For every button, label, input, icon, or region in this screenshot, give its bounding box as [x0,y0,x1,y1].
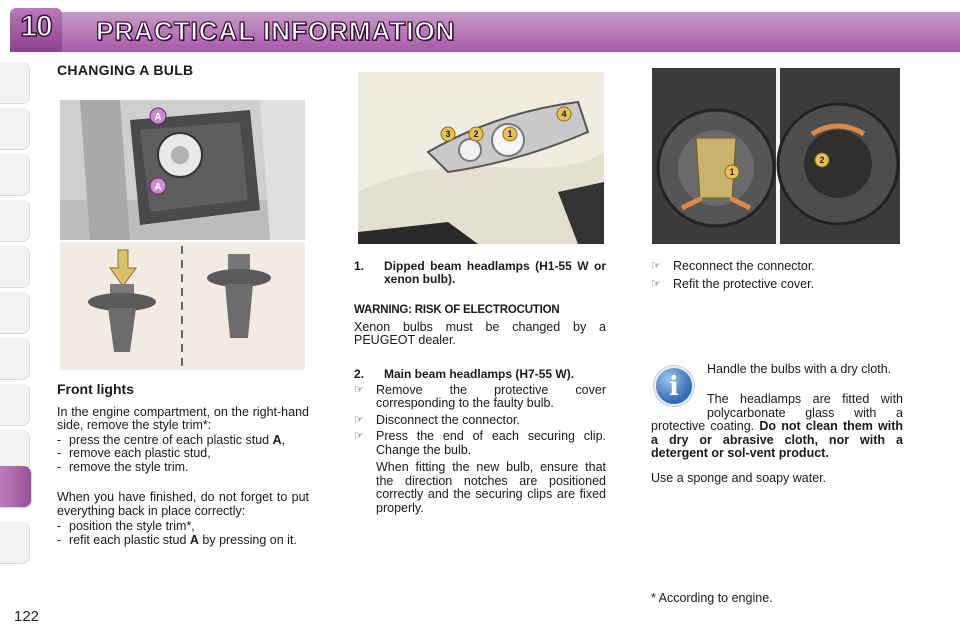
list-item: ☞ Reconnect the connector. [651,259,815,273]
page-number: 122 [14,608,40,625]
info-icon: i [654,366,694,406]
label-a: A [154,112,162,123]
side-tab[interactable] [0,384,30,426]
info-text-bottom [651,472,903,486]
list-item: - refit each plastic stud A by pressing on it. [57,532,297,547]
list-item: - press the centre of each plastic stud A, [57,432,286,447]
headlamp-illustration [358,72,604,244]
main-beam-heading: 2. Main beam headlamps (H7-55 W). [354,366,575,381]
side-tab[interactable] [0,62,30,104]
pointing-hand-icon: ☞ [354,383,364,396]
info-text-2: The headlamps are fitted with polycarbonate glass with a protective coating. Do not clean them with a dry or abrasive cloth, nor with a detergent or sol-vent product. [651,392,903,460]
header-title: PRACTICAL INFORMATION [96,16,456,46]
label-4: 4 [561,109,567,119]
pointing-hand-icon: ☞ [651,277,661,290]
list-item: - remove each plastic stud, [57,446,211,460]
headlamp-figure [358,72,604,244]
pointing-hand-icon: ☞ [651,260,661,272]
label-1: 1 [729,167,735,177]
list-item: ☞ Disconnect the connector. [354,412,520,427]
side-tab[interactable] [0,338,30,380]
side-tab[interactable] [0,246,30,288]
page-header [0,0,960,52]
pointing-hand-icon: ☞ [354,413,364,426]
middle-column [354,260,606,515]
label-a: A [154,182,162,193]
side-tab[interactable] [0,200,30,242]
plastic-stud-illustration [60,242,305,370]
list-item: ☞ Press the end of each securing clip. Change the bulb. [354,429,606,457]
info-text-3: Use a sponge and soapy water. [651,471,827,485]
label-3: 3 [445,129,451,139]
icon-wrap-spacer [651,393,707,420]
list-item: - position the style trim*, [57,519,195,533]
engine-bay-illustration [60,100,305,240]
side-tab[interactable] [0,292,30,334]
bulb-rear-illustration [652,68,900,244]
plastic-stud-figure [60,242,305,370]
front-lights-intro: In the engine compartment, on the right-hand side, remove the style trim*: [57,404,309,432]
chapter-tab-strip [0,62,38,572]
side-tab[interactable] [0,522,30,564]
left-column [57,383,309,547]
finish-intro: When you have finished, do not forget to put everything back in place correctly: [57,490,309,518]
engine-bay-figure [60,100,305,240]
label-2: 2 [819,155,825,165]
chapter-number: 10 [20,10,52,43]
fitting-note: When fitting the new bulb, ensure that the direction notches are positioned correctly and the securing clips are fixed properly. [376,460,606,515]
list-item: ☞ Refit the protective cover. [651,276,815,291]
info-text-block [651,393,903,461]
dipped-beam-heading: 1. Dipped beam headlamps (H1-55 W or xenon bulb). [354,259,606,286]
front-lights-heading: Front lights [57,381,134,397]
section-title: CHANGING A BULB [57,62,194,78]
bulb-rear-figure [652,68,900,244]
pointing-hand-icon: ☞ [354,430,364,442]
info-text-top [707,363,903,381]
warning-text: Xenon bulbs must be changed by a PEUGEOT dealer. [354,319,606,347]
right-column [651,260,903,291]
label-2: 2 [473,129,479,139]
label-1: 1 [507,129,513,139]
info-text-1: Handle the bulbs with a dry cloth. [707,362,892,376]
side-tab[interactable] [0,154,30,196]
warning-title: WARNING: RISK OF ELECTROCUTION [354,304,560,316]
side-tab-active[interactable] [0,466,32,508]
footnote: * According to engine. [651,591,773,605]
side-tab[interactable] [0,108,30,150]
list-item: ☞ Remove the protective cover corresponding to the faulty bulb. [354,382,606,410]
list-item: - remove the style trim. [57,459,189,474]
